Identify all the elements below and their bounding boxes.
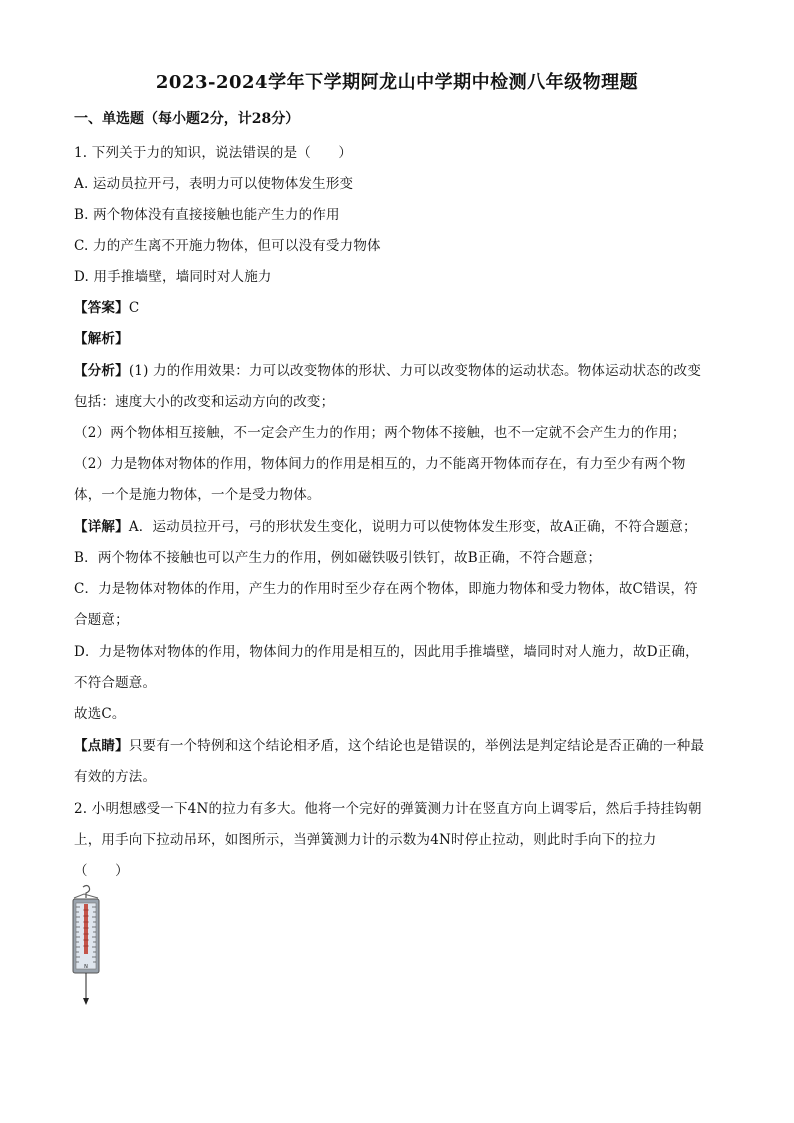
question-1-option-b: B. 两个物体没有直接接触也能产生力的作用	[74, 207, 340, 223]
xiangjie-text-1: A．运动员拉开弓，弓的形状发生变化，说明力可以使物体发生形变，故A正确，不符合题意；	[128, 519, 697, 535]
xiangjie-line-4: 合题意；	[74, 612, 129, 628]
question-2-stem-1: 2. 小明想感受一下4N的拉力有多大。他将一个完好的弹簧测力计在竖直方向上调零后，然后手持挂钩朝	[74, 801, 702, 817]
question-1-option-c: C. 力的产生离不开施力物体，但可以没有受力物体	[74, 238, 381, 254]
question-1-stem: 1. 下列关于力的知识，说法错误的是（ ）	[74, 145, 353, 161]
analysis-line	[74, 327, 129, 347]
xiangjie-line-7: 故选C。	[74, 706, 126, 722]
section-heading: 一、单选题（每小题2分，计28分）	[74, 111, 300, 127]
xiangjie-line-1	[74, 515, 697, 535]
dianjing-line-2: 有效的方法。	[74, 769, 157, 785]
fenxi-line-1	[74, 359, 701, 379]
xiangjie-line-6: 不符合题意。	[74, 675, 157, 691]
xiangjie-line-2: B．两个物体不接触也可以产生力的作用，例如磁铁吸引铁钉，故B正确，不符合题意；	[74, 550, 602, 566]
fenxi-line-5: 体，一个是施力物体，一个是受力物体。	[74, 487, 321, 503]
analysis-tag: 【解析】	[74, 331, 129, 347]
answer-line	[74, 296, 139, 316]
fenxi-text-1: (1) 力的作用效果：力可以改变物体的形状、力可以改变物体的运动状态。物体运动状态的改变	[128, 363, 702, 379]
dianjing-line-1	[74, 734, 704, 754]
xiangjie-line-5: D．力是物体对物体的作用，物体间力的作用是相互的，因此用手推墙壁，墙同时对人施力，故D正确，	[74, 644, 699, 660]
fenxi-line-3: （2）两个物体相互接触，不一定会产生力的作用；两个物体不接触，也不一定就不会产生力的作用；	[74, 425, 686, 441]
dianjing-text-1: 只要有一个特例和这个结论相矛盾，这个结论也是错误的，举例法是判定结论是否正确的一种最	[128, 738, 705, 754]
xiangjie-tag: 【详解】	[74, 519, 129, 535]
question-1-option-a: A. 运动员拉开弓，表明力可以使物体发生形变	[74, 176, 354, 192]
scale-unit-label: N	[84, 964, 88, 970]
answer-tag: 【答案】	[74, 300, 129, 316]
spring-scale-icon	[66, 884, 106, 1008]
fenxi-line-4: （2）力是物体对物体的作用，物体间力的作用是相互的，力不能离开物体而存在，有力至少有两个物	[74, 456, 686, 472]
dianjing-tag: 【点睛】	[74, 738, 129, 754]
answer-value: C	[128, 300, 140, 316]
question-2-stem-2: 上，用手向下拉动吊环，如图所示，当弹簧测力计的示数为4N时停止拉动，则此时手向下的拉力	[74, 832, 657, 848]
question-1-option-d: D. 用手推墙壁，墙同时对人施力	[74, 269, 272, 285]
question-2-stem-3: （ ）	[74, 863, 129, 879]
fenxi-line-2: 包括：速度大小的改变和运动方向的改变；	[74, 394, 335, 410]
xiangjie-line-3: C．力是物体对物体的作用，产生力的作用时至少存在两个物体，即施力物体和受力物体，故C错误，符	[74, 581, 698, 597]
page-title: 2023-2024学年下学期阿龙山中学期中检测八年级物理题	[155, 72, 639, 93]
fenxi-tag: 【分析】	[74, 363, 129, 379]
